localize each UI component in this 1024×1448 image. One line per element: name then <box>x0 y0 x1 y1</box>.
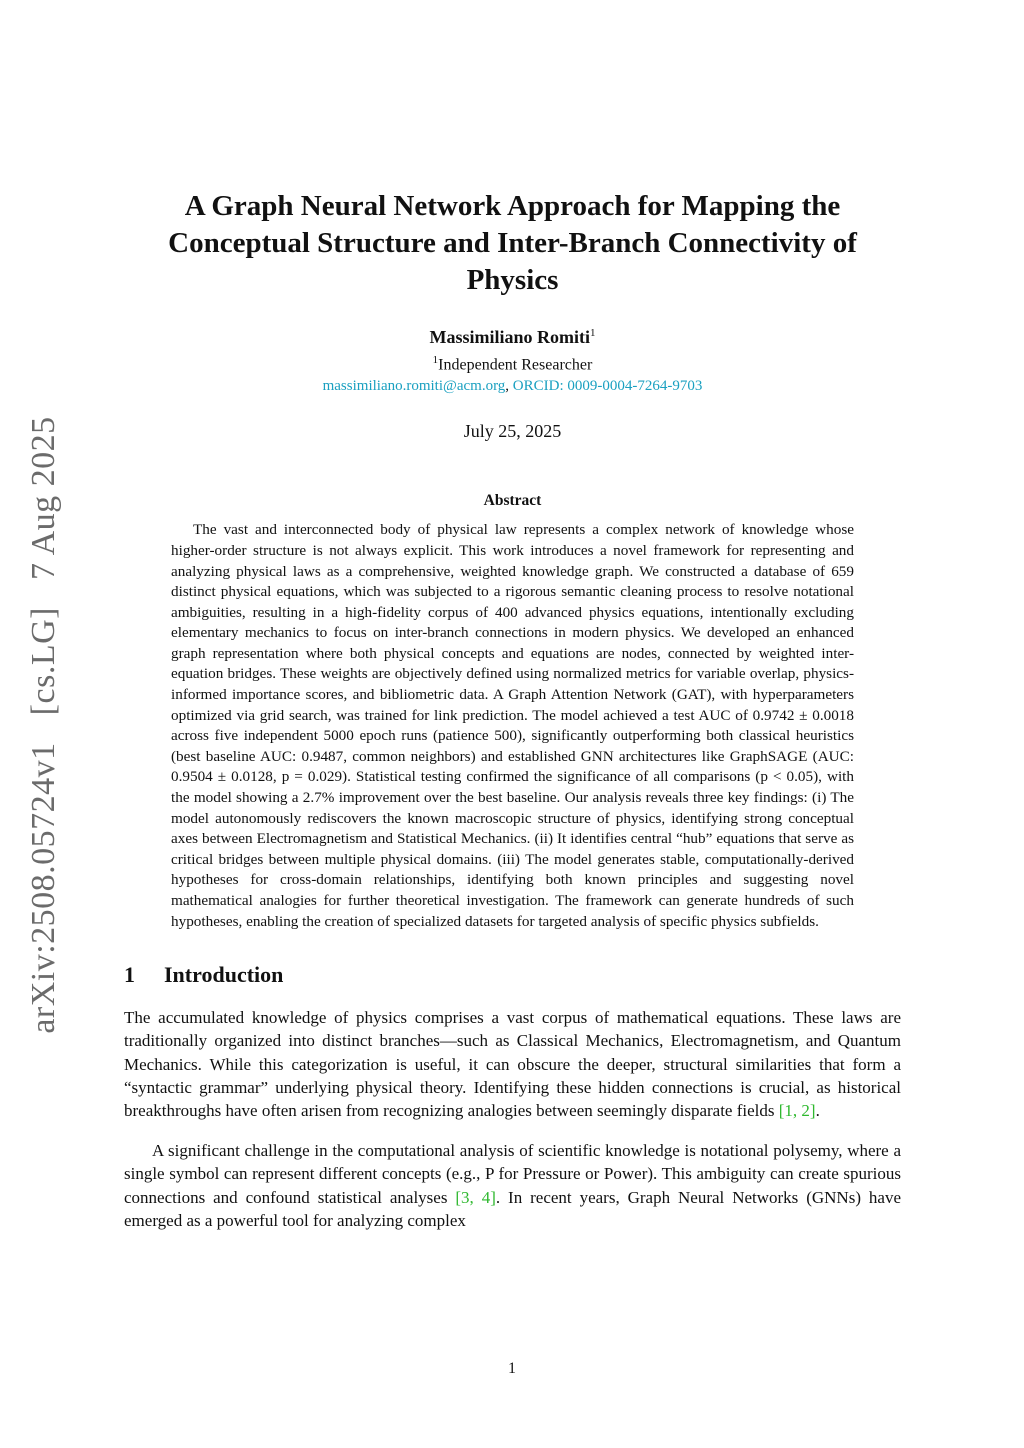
intro-paragraph-1 <box>124 1006 901 1122</box>
citation-3-4[interactable]: [3, 4] <box>455 1187 496 1207</box>
citation-1-2[interactable]: [1, 2] <box>778 1101 816 1121</box>
arxiv-category: [cs.LG] <box>25 607 62 716</box>
section-number: 1 <box>124 962 135 988</box>
intro-paragraph-2 <box>124 1139 901 1232</box>
arxiv-sidebar-stamp <box>14 416 74 1034</box>
contact-separator: , <box>505 378 513 395</box>
author-affil-marker: 1 <box>590 327 596 339</box>
intro-paragraph-1-end: . <box>815 1101 820 1121</box>
paper-page <box>124 188 901 1249</box>
email-link[interactable]: massimiliano.romiti@acm.org <box>322 378 506 395</box>
affiliation-text: Independent Researcher <box>438 356 593 374</box>
paper-title: A Graph Neural Network Approach for Mapping the Conceptual Structure and Inter-Branch Connectivity of Physics <box>168 190 857 296</box>
author-name <box>124 327 901 348</box>
arxiv-stamp-text <box>25 416 63 1033</box>
abstract-heading: Abstract <box>483 492 542 510</box>
section-heading-introduction <box>124 962 901 988</box>
affiliation <box>124 354 901 374</box>
page-number: 1 <box>508 1360 516 1377</box>
author-name-text: Massimiliano Romiti <box>429 327 590 347</box>
paper-date: July 25, 2025 <box>463 421 562 442</box>
affil-marker: 1 <box>432 354 439 366</box>
arxiv-id[interactable]: arXiv:2508.05724v1 <box>25 742 62 1034</box>
contact-line <box>124 378 901 395</box>
intro-paragraph-2-end: . In recent years, Graph Neural Networks (GNNs) have emerged as a powerful tool for analyzing complex <box>124 1187 902 1230</box>
intro-paragraph-2-text: A significant challenge in the computational analysis of scientific knowledge is notational polysemy, where a single symbol can represent different concepts (e.g., P for Pressure or Power). This ambiguity can create spurious connections and confound statistical analyses <box>124 1141 901 1207</box>
arxiv-date: 7 Aug 2025 <box>25 416 62 581</box>
intro-paragraph-1-text: The accumulated knowledge of physics comprises a vast corpus of mathematical equations. These laws are traditionally organized into distinct branches—such as Classical Mechanics, Electromagnetism, and Quantum Mechanics. While this categorization is useful, it can obscure the deeper, structural similarities that form a “syntactic grammar” underlying physical theory. Identifying these hidden connections is crucial, as historical breakthroughs have often arisen from recognizing analogies between seemingly disparate fields <box>124 1008 901 1121</box>
section-title: Introduction <box>164 962 284 988</box>
orcid-link[interactable]: ORCID: 0009-0004-7264-9703 <box>512 378 703 395</box>
abstract-text: The vast and interconnected body of physical law represents a complex network of knowledge whose higher-order structure is not always explicit. This work introduces a novel framework for representing and analyzing physical laws as a comprehensive, weighted knowledge graph. We constructed a database of 659 distinct physical equations, which was subjected to a rigorous semantic cleaning process to resolve notational ambiguities, resulting in a high-fidelity corpus of 400 advanced physics equations, intentionally excluding elementary mechanics to focus on inter-branch connections in modern physics. We developed an enhanced graph representation where both physical concepts and equations are nodes, connected by weighted inter-equation bridges. These weights are objectively defined using normalized metrics for variable overlap, physics-informed importance scores, and bibliometric data. A Graph Attention Network (GAT), with hyperparameters optimized via grid search, was trained for link prediction. The model achieved a test AUC of 0.9742 ± 0.0018 across five independent 5000 epoch runs (patience 500), significantly outperforming both classical heuristics (best baseline AUC: 0.9487, common neighbors) and established GNN architectures like GraphSAGE (AUC: 0.9504 ± 0.0128, p = 0.029). Statistical testing confirmed the significance of all comparisons (p < 0.05), with the model showing a 2.7% improvement over the best baseline. Our analysis reveals three key findings: (i) The model autonomously rediscovers the known macroscopic structure of physics, identifying strong conceptual axes between Electromagnetism and Statistical Mechanics. (ii) It identifies central “hub” equations that serve as critical bridges between multiple physical domains. (iii) The model generates stable, computationally-derived hypotheses for cross-domain relationships, identifying both known principles and suggesting novel mathematical analogies for further theoretical investigation. The framework can generate hundreds of such hypotheses, enabling the creation of specialized datasets for targeted analysis of specific physics subfields. <box>171 521 854 930</box>
